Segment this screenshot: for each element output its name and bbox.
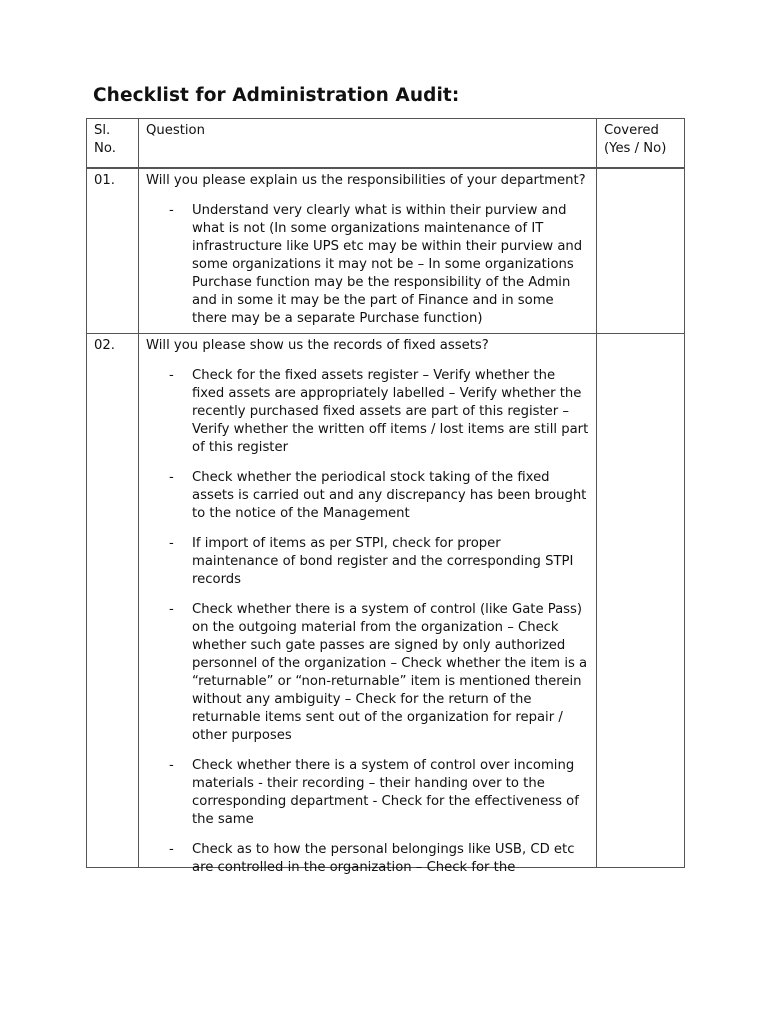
dash-bullet-icon: - <box>169 470 174 485</box>
point-text: Check for the fixed assets register – Verify whether the fixed assets are appropriately labelled – Verify whether the recently purchased fixed assets are part of this register – Verify whether the written off items / lost items are still part of this register <box>192 368 589 455</box>
point-text: Check whether there is a system of control over incoming materials - their recording – their handing over to the corresponding department - Check for the effectiveness of the same <box>192 758 579 827</box>
header-sl-no: Sl. No. <box>87 119 139 169</box>
list-item <box>146 367 590 457</box>
list-item <box>146 757 590 829</box>
header-question: Question <box>139 119 597 169</box>
page-title: Checklist for Administration Audit: <box>93 85 460 106</box>
sl-no-cell: 01. <box>87 168 139 334</box>
point-text: Check whether there is a system of control (like Gate Pass) on the outgoing material from the organization – Check whether such gate passes are signed by only authorized personnel of the organization – Check whether the item is a “returnable” or “non-returnable” item is mentioned therein without any ambiguity – Check for the return of the returnable items sent out of the organization for repair / other purposes <box>192 602 588 743</box>
list-item <box>146 535 590 589</box>
point-list <box>146 367 590 877</box>
dash-bullet-icon: - <box>169 536 174 551</box>
point-text: Understand very clearly what is within their purview and what is not (In some organizations maintenance of IT infrastructure like UPS etc may be within their purview and some organizations it may not be – In some organizations Purchase function may be the responsibility of the Admin and in some it may be the part of Finance and in some there may be a separate Purchase function) <box>192 203 583 326</box>
sl-no-cell: 02. <box>87 334 139 868</box>
question-text: Will you please show us the records of fixed assets? <box>146 338 489 353</box>
question-text: Will you please explain us the responsibilities of your department? <box>146 173 586 188</box>
list-item <box>146 202 590 328</box>
point-list <box>146 202 590 328</box>
point-text: Check whether the periodical stock taking of the fixed assets is carried out and any discrepancy has been brought to the notice of the Management <box>192 470 587 521</box>
point-text: If import of items as per STPI, check for proper maintenance of bond register and the corresponding STPI records <box>192 536 574 587</box>
list-item <box>146 469 590 523</box>
covered-cell <box>597 334 685 868</box>
question-cell <box>139 334 597 875</box>
checklist-table <box>86 118 685 875</box>
dash-bullet-icon: - <box>169 758 174 773</box>
dash-bullet-icon: - <box>169 368 174 383</box>
point-text: Check as to how the personal belongings like USB, CD etc are controlled in the organization – Check for the <box>192 842 575 875</box>
dash-bullet-icon: - <box>169 842 174 857</box>
header-covered: Covered (Yes / No) <box>597 119 685 169</box>
dash-bullet-icon: - <box>169 203 174 218</box>
list-item <box>146 841 590 877</box>
table-row <box>87 334 685 868</box>
dash-bullet-icon: - <box>169 602 174 617</box>
question-cell <box>139 168 597 334</box>
question-cell-content <box>146 337 590 875</box>
list-item <box>146 601 590 745</box>
covered-cell <box>597 168 685 334</box>
table-row <box>87 168 685 334</box>
table-header-row <box>87 119 685 169</box>
